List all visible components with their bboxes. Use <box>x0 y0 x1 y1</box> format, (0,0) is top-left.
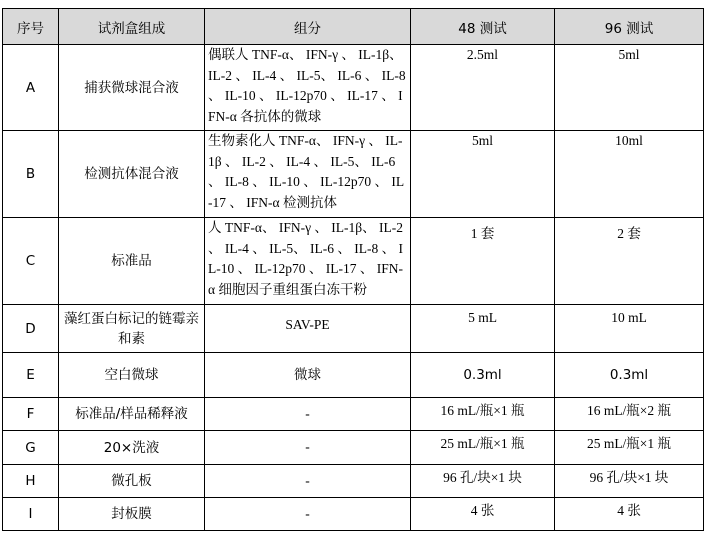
row-component: 人 TNF-α、 IFN-γ 、 IL-1β、 IL-2 、 IL-4 、 IL-5、 IL-6 、 IL-8 、 IL-10 、 IL-12p70 、 IL-17 、 IFN-α 细胞因子重组蛋白冻干粉 <box>205 218 411 305</box>
row-name: 捕获微球混合液 <box>59 45 205 131</box>
table-row <box>3 131 704 218</box>
row-name: 微孔板 <box>59 465 205 498</box>
table-row <box>3 498 704 531</box>
row-component: - <box>205 398 411 431</box>
row-96-value: 10 mL <box>555 305 704 353</box>
row-48-value: 16 mL/瓶×1 瓶 <box>411 398 555 431</box>
row-48-value: 2.5ml <box>411 45 555 131</box>
row-name: 藻红蛋白标记的链霉亲和素 <box>59 305 205 353</box>
row-48-value: 5 mL <box>411 305 555 353</box>
row-48-value: 96 孔/块×1 块 <box>411 465 555 498</box>
header-component: 组分 <box>205 9 411 45</box>
row-no: C <box>3 218 59 305</box>
row-96-value: 16 mL/瓶×2 瓶 <box>555 398 704 431</box>
table-row <box>3 45 704 131</box>
row-component: - <box>205 498 411 531</box>
row-component: SAV-PE <box>205 305 411 353</box>
row-no: A <box>3 45 59 131</box>
row-48-value: 0.3ml <box>411 353 555 398</box>
row-no: B <box>3 131 59 218</box>
table-row <box>3 218 704 305</box>
row-no: H <box>3 465 59 498</box>
row-name: 20×洗液 <box>59 431 205 465</box>
table-row <box>3 305 704 353</box>
header-96-tests: 96 测试 <box>555 9 704 45</box>
row-name: 标准品 <box>59 218 205 305</box>
kit-composition-table <box>2 8 704 531</box>
row-96-value: 96 孔/块×1 块 <box>555 465 704 498</box>
row-no: F <box>3 398 59 431</box>
row-component: 生物素化人 TNF-α、 IFN-γ 、 IL-1β 、 IL-2 、 IL-4 、 IL-5、 IL-6 、 IL-8 、 IL-10 、 IL-12p70 、 IL-17 、 IFN-α 检测抗体 <box>205 131 411 218</box>
row-96-value: 5ml <box>555 45 704 131</box>
header-row <box>3 9 704 45</box>
table-row <box>3 353 704 398</box>
row-96-value: 4 张 <box>555 498 704 531</box>
row-no: I <box>3 498 59 531</box>
row-48-value: 4 张 <box>411 498 555 531</box>
row-48-value: 25 mL/瓶×1 瓶 <box>411 431 555 465</box>
row-component: - <box>205 465 411 498</box>
row-name: 封板膜 <box>59 498 205 531</box>
header-name: 试剂盒组成 <box>59 9 205 45</box>
row-48-value: 1 套 <box>411 218 555 305</box>
row-96-value: 0.3ml <box>555 353 704 398</box>
row-no: D <box>3 305 59 353</box>
header-48-tests: 48 测试 <box>411 9 555 45</box>
row-no: E <box>3 353 59 398</box>
row-component: - <box>205 431 411 465</box>
table-row <box>3 431 704 465</box>
row-component: 微球 <box>205 353 411 398</box>
table-row <box>3 465 704 498</box>
row-96-value: 25 mL/瓶×1 瓶 <box>555 431 704 465</box>
header-no: 序号 <box>3 9 59 45</box>
row-48-value: 5ml <box>411 131 555 218</box>
row-name: 标准品/样品稀释液 <box>59 398 205 431</box>
row-name: 检测抗体混合液 <box>59 131 205 218</box>
row-component: 偶联人 TNF-α、 IFN-γ 、 IL-1β、 IL-2 、 IL-4 、 IL-5、 IL-6 、 IL-8 、 IL-10 、 IL-12p70 、 IL-17 、 IFN-α 各抗体的微球 <box>205 45 411 131</box>
row-96-value: 10ml <box>555 131 704 218</box>
row-96-value: 2 套 <box>555 218 704 305</box>
row-no: G <box>3 431 59 465</box>
row-name: 空白微球 <box>59 353 205 398</box>
table-row <box>3 398 704 431</box>
